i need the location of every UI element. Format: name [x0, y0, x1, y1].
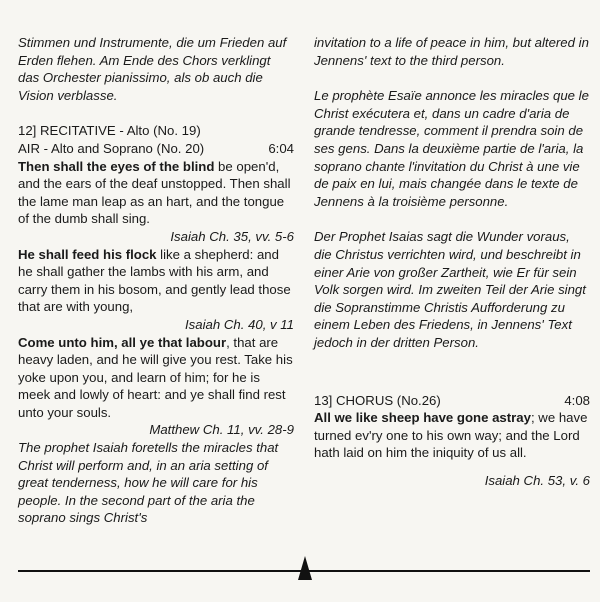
track-13-duration: 4:08 — [564, 392, 590, 408]
verse-isaiah-35 — [18, 158, 294, 228]
verse-lead: All we like sheep have gone astray — [314, 410, 531, 426]
scripture-reference: Isaiah Ch. 40, v 11 — [185, 316, 294, 332]
verse-text: like a shepherd: and he shall gather the lambs with his arm, and carry them in his bosom, and gently lead those that are with young, — [18, 246, 291, 315]
german-intro-text: Stimmen und Instrumente, die um Frieden auf Erden flehen. Am Ende des Chors verklingt das Orchester pianissimo, als ob auch die Vision verblasse. — [18, 35, 287, 103]
track-13-title: 13] CHORUS (No.26) — [314, 392, 441, 408]
verse-lead: He shall feed his flock — [18, 246, 157, 262]
left-column — [18, 34, 294, 527]
track-12-heading-2 — [18, 140, 294, 158]
english-commentary: The prophet Isaiah foretells the miracles that Christ will perform and, in an aria setting of great tenderness, how he will care for his people. In the second part of the aria the soprano sings Christ's — [18, 440, 279, 526]
track-12-air-title: AIR - Alto and Soprano (No. 20) — [18, 140, 205, 156]
verse-text: ; we have turned ev'ry one to his own way; and the Lord hath laid on him the iniquity of us all. — [314, 410, 588, 461]
verse-lead: Come unto him, all ye that labour — [18, 334, 227, 350]
english-commentary-continued: invitation to a life of peace in him, but altered in Jennens' text to the third person. — [314, 35, 589, 68]
scripture-reference: Matthew Ch. 11, vv. 28-9 — [149, 422, 294, 438]
german-commentary: Der Prophet Isaias sagt die Wunder voraus, die Christus verrichten wird, und beschreibt in einer Arie von großer Zartheit, wie Er für sein Volk sorgen wird. Im zweiten Teil der Arie singt die Sopranstimme Christis Aufforderung zu einem Leben des Friedens, in Jennens' Text jedoch in der dritten Person. — [314, 229, 586, 350]
verse-text: , that are heavy laden, and he will give you rest. Take his yoke upon you, and learn of him; for he is meek and lowly of heart: and ye shall find rest unto your souls. — [18, 334, 293, 420]
verse-lead: Then shall the eyes of the blind — [18, 158, 215, 174]
verse-isaiah-53 — [314, 409, 590, 462]
track-13-heading — [314, 392, 590, 410]
verse-matthew-11 — [18, 334, 294, 422]
verse-isaiah-40 — [18, 246, 294, 316]
right-column — [314, 34, 590, 489]
verse-text: be open'd, and the ears of the deaf unstopped. Then shall the lame man leap as an hart, and the tongue of the dumb shall sing. — [18, 158, 291, 227]
french-commentary: Le prophète Esaïe annonce les miracles que le Christ exécutera et, dans un cadre d'aria de grande tendresse, comment il prendra soin de ses gens. Dans la deuxième partie de l'aria, la soprano chante l'invitation du Christ à une vie de paix en lui, mais changée dans le texte de Jennens à la troisième personne. — [314, 88, 589, 209]
scripture-reference: Isaiah Ch. 35, vv. 5-6 — [170, 228, 294, 244]
track-12-recitative-title: 12] RECITATIVE - Alto (No. 19) — [18, 123, 201, 139]
triangle-ornament-icon — [298, 556, 312, 580]
track-12-heading-1 — [18, 122, 294, 140]
track-12-duration: 6:04 — [268, 140, 294, 156]
scripture-reference: Isaiah Ch. 53, v. 6 — [484, 472, 590, 488]
